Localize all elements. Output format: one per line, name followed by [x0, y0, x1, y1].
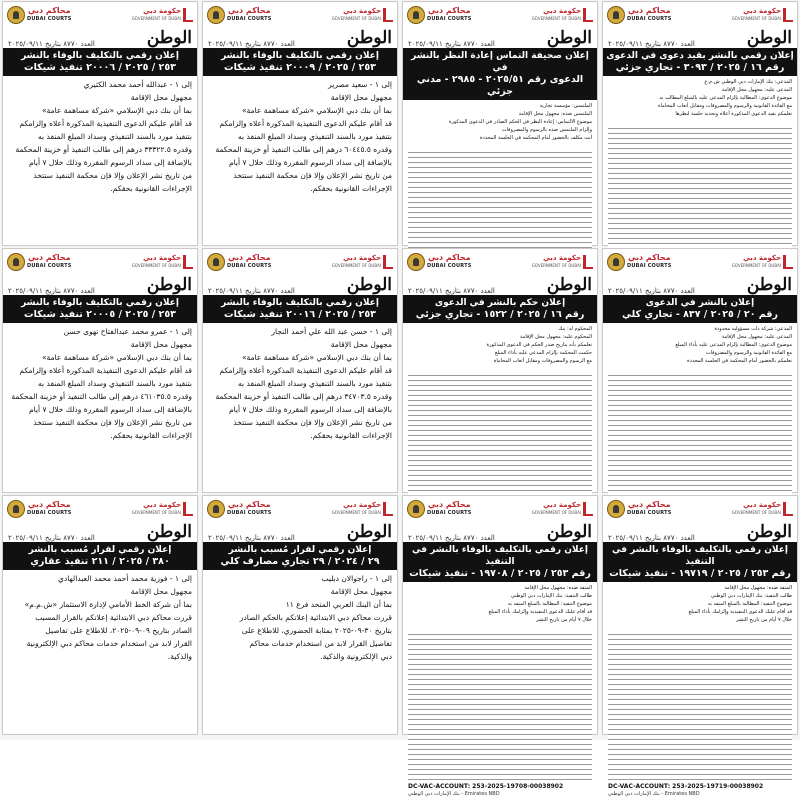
- newspaper-name: الوطن: [346, 522, 392, 542]
- notice-header: [403, 249, 597, 275]
- publication-line: [3, 522, 197, 542]
- notice-body: [603, 76, 797, 122]
- notice-card: [402, 495, 598, 797]
- notice-body: [603, 323, 797, 369]
- notice-line: بالإضافة إلى سداد الرسوم المقررة وذلك خلال ٧ أيام: [28, 405, 192, 414]
- gov-name-en: GOVERNMENT OF DUBAI: [731, 16, 781, 21]
- notice-line: بما أن بنك دبي الإسلامي «شركة مساهمة عامة»: [41, 353, 192, 362]
- notice-body: [3, 76, 197, 199]
- courts-emblem-icon: [407, 500, 425, 518]
- notice-line: موضوع الدعوى: المطالبة بإلزام المدعى عليه بالمبلغ المطالب به: [659, 95, 792, 101]
- government-logo: [332, 8, 393, 22]
- government-logo: [532, 8, 593, 22]
- case-number: رقم ٢٥٣ / ٢٠٢٥ / ١٩٧١٩ - تنفيذ شيكات: [609, 568, 791, 579]
- gov-mark-icon: [583, 8, 593, 22]
- notice-header: [603, 249, 797, 275]
- issue-info: العدد ٨٧٧٠ بتاريخ ٢٠٢٥/٠٩/١١: [8, 534, 95, 542]
- court-name-ar: محاكم دبي: [427, 500, 471, 509]
- notice-line: الإجراءات القانونية بحقكم.: [310, 184, 392, 193]
- notice-line: بما أن شركة الخط الأمامي لإدارة الاستثمار «ش.م.م»: [24, 600, 192, 609]
- case-number: ٢٥٣ / ٢٠٢٥ / ٢٠٠١٦ تنفيذ شيكات: [224, 309, 376, 320]
- gov-name-ar: حكومة دبي: [743, 501, 781, 509]
- court-name-en: DUBAI COURTS: [627, 263, 672, 269]
- bank-name: بنك الإمارات دبي الوطني - Emirates NBD: [408, 791, 500, 797]
- notice-title: إعلان رقمي بالتكليف بالوفاء بالنشر: [221, 298, 379, 308]
- notice-body: [603, 582, 797, 628]
- government-logo: [332, 502, 393, 516]
- court-name-ar: محاكم دبي: [627, 253, 671, 262]
- notice-line: إلى ١ - فوزية محمد أحمد محمد العبدالهادي: [57, 574, 192, 583]
- notice-title-bar: [403, 295, 597, 323]
- notice-line: أنت مكلف بالحضور أمام المحكمة في الجلسة المحددة: [479, 135, 592, 141]
- notice-line: إلى ١ - سعيد مصرير: [328, 80, 392, 89]
- issue-info: العدد ٨٧٧٠ بتاريخ ٢٠٢٥/٠٩/١١: [208, 287, 295, 295]
- newspaper-name: الوطن: [746, 275, 792, 295]
- dubai-courts-logo: [407, 500, 472, 518]
- gov-name-en: GOVERNMENT OF DUBAI: [131, 510, 181, 515]
- notice-title: إعلان رقمي لقرار مُسبب بالنشر: [228, 545, 372, 555]
- notice-line: وقدره ٣٤٧٠٣.٥ درهم إلى طالب التنفيذ أو خزينة المحكمة: [215, 392, 392, 401]
- issue-info: العدد ٨٧٧٠ بتاريخ ٢٠٢٥/٠٩/١١: [608, 287, 695, 295]
- notice-line: مجهول محل الإقامة: [330, 340, 392, 349]
- court-name-ar: محاكم دبي: [27, 253, 71, 262]
- notice-title-bar: [203, 48, 397, 76]
- dubai-courts-logo: [207, 6, 272, 24]
- notice-header: [203, 249, 397, 275]
- notice-line: مجهول محل الإقامة: [330, 587, 392, 596]
- dubai-courts-logo: [207, 500, 272, 518]
- gov-name-en: GOVERNMENT OF DUBAI: [531, 510, 581, 515]
- notice-line: بتاريخ ٣٠-٠٩-٢٠٢٥ بمثابة الحضوري، للاطلاع على: [241, 626, 392, 635]
- notice-line: من تاريخ نشر الإعلان وإلا فإن محكمة التنفيذ ستتخذ: [33, 418, 192, 427]
- notice-line: الملتمس ضده: مجهول محل الإقامة: [518, 111, 592, 117]
- bank-name: بنك الإمارات دبي الوطني - Emirates NBD: [608, 791, 700, 797]
- notice-title: إعلان صحيفة التماس إعادة النظر بالنشر في: [411, 51, 589, 73]
- notice-line: قد أقام عليك الدعوى التنفيذية وإلزامك بأداء المبلغ: [688, 609, 792, 615]
- gov-name-ar: حكومة دبي: [743, 7, 781, 15]
- notice-line: بما أن البنك العربي المتحد فرع ١١: [285, 600, 392, 609]
- notice-title: إعلان رقمي بالتكليف بالوفاء بالنشر: [221, 51, 379, 61]
- notice-line: موضوع التنفيذ: المطالبة بالمبلغ المنفذ به: [707, 601, 792, 607]
- gov-name-ar: حكومة دبي: [743, 254, 781, 262]
- case-number: ٢٥٣ / ٢٠٢٥ / ٢٠٠٠٩ تنفيذ شيكات: [224, 62, 376, 73]
- case-number: رقم ١٦ / ٢٠٢٥ / ١٥٢٢ - تجاري جزئي: [415, 309, 585, 320]
- newspaper-name: الوطن: [746, 522, 792, 542]
- gov-name-ar: حكومة دبي: [343, 501, 381, 509]
- notice-header: [3, 496, 197, 522]
- gov-mark-icon: [183, 502, 193, 516]
- notice-line: بتنفيذ مورد بالسند التنفيذي وسداد المبلغ المنفذ به: [238, 132, 392, 141]
- newspaper-name: الوطن: [146, 522, 192, 542]
- notice-title-bar: [203, 295, 397, 323]
- notice-title: إعلان رقمي بالنشر بقيد دعوى في الدعوى: [606, 51, 794, 61]
- court-name-en: DUBAI COURTS: [27, 510, 72, 516]
- gov-mark-icon: [783, 8, 793, 22]
- court-name-en: DUBAI COURTS: [227, 510, 272, 516]
- notice-line: نعلمكم بأنه بتاريخ صدر الحكم في الدعوى المذكورة: [486, 342, 592, 348]
- notice-line: إلى ١ - عبدالله أحمد محمد الكثيري: [83, 80, 192, 89]
- notice-line: بما أن بنك دبي الإسلامي «شركة مساهمة عامة»: [241, 353, 392, 362]
- gov-name-en: GOVERNMENT OF DUBAI: [331, 16, 381, 21]
- dubai-courts-logo: [407, 253, 472, 271]
- notice-body: [403, 323, 597, 369]
- account-number: DC-VAC-ACCOUNT: 253-2025-19719-00038902: [608, 783, 764, 790]
- court-name-en: DUBAI COURTS: [427, 263, 472, 269]
- notice-line: وقدره ٤٦١٠٣٥.٥ درهم إلى طالب التنفيذ أو خزينة المحكمة: [11, 392, 192, 401]
- notice-line: قد أقام عليكم الدعوى التنفيذية المذكورة أعلاه وإلزامكم: [219, 366, 392, 375]
- notice-line: بتنفيذ مورد بالسند التنفيذي وسداد المبلغ المنفذ به: [38, 132, 192, 141]
- publication-line: [603, 28, 797, 48]
- notice-card: [2, 248, 198, 493]
- publication-line: [403, 522, 597, 542]
- publication-line: [403, 275, 597, 295]
- notice-line: وإلزام الملتمس ضده بالرسوم والمصروفات: [501, 127, 592, 133]
- newspaper-name: الوطن: [546, 522, 592, 542]
- notice-body: [203, 323, 397, 446]
- notice-line: تفاصيل القرار لابد من استخدام خدمات محاكم: [249, 639, 392, 648]
- gov-name-en: GOVERNMENT OF DUBAI: [731, 263, 781, 268]
- notice-title: إعلان رقمي بالتكليف بالوفاء بالنشر في التنفيذ: [412, 545, 588, 567]
- newspaper-name: الوطن: [146, 275, 192, 295]
- issue-info: العدد ٨٧٧٠ بتاريخ ٢٠٢٥/٠٩/١١: [8, 287, 95, 295]
- gov-mark-icon: [583, 255, 593, 269]
- government-logo: [732, 502, 793, 516]
- gov-mark-icon: [383, 8, 393, 22]
- court-name-en: DUBAI COURTS: [627, 510, 672, 516]
- notice-line: موضوع الدعوى: المطالبة بإلزام المدعى عليه بأداء المبلغ: [675, 342, 792, 348]
- dubai-courts-logo: [607, 253, 672, 271]
- newspaper-name: الوطن: [346, 275, 392, 295]
- notice-line: قررت محاكم دبي الابتدائية إعلانكم بالقرار المسبب: [35, 613, 192, 622]
- publication-line: [603, 275, 797, 295]
- notice-line: المحكوم له: بنك: [558, 326, 592, 332]
- case-number: الدعوى رقم ٢٠٢٥/٥١ - ٢٩٨٥ - مدني جزئي: [416, 74, 584, 97]
- gov-name-en: GOVERNMENT OF DUBAI: [731, 510, 781, 515]
- notice-line: خلال ٧ أيام من تاريخ النشر: [736, 617, 792, 623]
- newspaper-name: الوطن: [546, 275, 592, 295]
- notice-line: الملتمس: مؤسسة تجارية: [539, 103, 592, 109]
- notice-line: وقدره ٣٣٣٢٢.٥ درهم إلى طالب التنفيذ أو خزينة المحكمة: [15, 145, 192, 154]
- court-name-ar: محاكم دبي: [227, 6, 271, 15]
- gov-mark-icon: [383, 255, 393, 269]
- issue-info: العدد ٨٧٧٠ بتاريخ ٢٠٢٥/٠٩/١١: [208, 40, 295, 48]
- notice-line: المدعي: بنك الإمارات دبي الوطني ش.م.ع: [704, 79, 792, 85]
- notice-line: قد أقام عليكم الدعوى التنفيذية المذكورة أعلاه وإلزامكم: [219, 119, 392, 128]
- government-logo: [732, 8, 793, 22]
- gov-mark-icon: [783, 502, 793, 516]
- notice-line: قررت محاكم دبي الابتدائية إعلانكم بالحكم الصادر: [239, 613, 392, 622]
- fine-print-block: [608, 630, 792, 780]
- notice-title-bar: [603, 48, 797, 76]
- notice-line: موضوع الالتماس: إعادة النظر في الحكم الصادر في الدعوى المذكورة: [448, 119, 592, 125]
- notice-body: [203, 76, 397, 199]
- courts-emblem-icon: [407, 253, 425, 271]
- notice-line: بما أن بنك دبي الإسلامي «شركة مساهمة عامة»: [241, 106, 392, 115]
- notice-line: خلال ٧ أيام من تاريخ النشر: [536, 617, 592, 623]
- notice-header: [403, 2, 597, 28]
- courts-emblem-icon: [607, 253, 625, 271]
- government-logo: [332, 255, 393, 269]
- notice-body: [203, 570, 397, 667]
- notice-line: المنفذ ضده: مجهول محل الإقامة: [524, 585, 592, 591]
- gov-name-ar: حكومة دبي: [143, 254, 181, 262]
- publication-line: [3, 275, 197, 295]
- notice-header: [203, 2, 397, 28]
- notice-line: قد أقام عليكم الدعوى التنفيذية المذكورة أعلاه وإلزامكم: [19, 119, 192, 128]
- notice-line: مجهول محل الإقامة: [130, 93, 192, 102]
- notice-body: [3, 570, 197, 667]
- notice-line: طالب التنفيذ: بنك الإمارات دبي الوطني: [510, 593, 592, 599]
- dubai-courts-logo: [207, 253, 272, 271]
- case-number: ٢٩ / ٢٠٢٤ / ٢٩ تجاري مصارف كلي: [220, 556, 380, 567]
- issue-info: العدد ٨٧٧٠ بتاريخ ٢٠٢٥/٠٩/١١: [608, 534, 695, 542]
- account-number: DC-VAC-ACCOUNT: 253-2025-19708-00038902: [408, 783, 564, 790]
- government-logo: [732, 255, 793, 269]
- publication-line: [203, 275, 397, 295]
- gov-name-en: GOVERNMENT OF DUBAI: [131, 16, 181, 21]
- case-number: رقم ٢٠ / ٢٠٢٥ / ٨٣٧ - تجاري كلي: [622, 309, 778, 320]
- notice-title-bar: [603, 295, 797, 323]
- notice-line: مع الفائدة القانونية والرسوم والمصروفات ومقابل أتعاب المحاماة: [657, 103, 792, 109]
- gov-name-en: GOVERNMENT OF DUBAI: [531, 263, 581, 268]
- notice-title: إعلان رقمي لقرار مُسبب بالنشر: [28, 545, 172, 555]
- notice-card: [2, 1, 198, 246]
- notice-title: إعلان رقمي بالتكليف بالوفاء بالنشر: [21, 51, 179, 61]
- notice-title-bar: [403, 48, 597, 100]
- notice-title: إعلان حكم بالنشر في الدعوى: [434, 298, 566, 308]
- notice-line: المدعى عليه: مجهول محل الإقامة: [721, 87, 792, 93]
- newspaper-name: الوطن: [546, 28, 592, 48]
- gov-name-ar: حكومة دبي: [543, 254, 581, 262]
- fine-print-block: [408, 630, 592, 780]
- courts-emblem-icon: [407, 6, 425, 24]
- court-name-ar: محاكم دبي: [227, 253, 271, 262]
- notice-line: نعلمكم بالحضور أمام المحكمة في الجلسة المحددة: [686, 358, 792, 364]
- notice-header: [603, 2, 797, 28]
- notice-card: [602, 495, 798, 797]
- notice-title-bar: [403, 542, 597, 582]
- notice-line: الإجراءات القانونية بحقكم.: [110, 184, 192, 193]
- dubai-courts-logo: [607, 6, 672, 24]
- court-name-en: DUBAI COURTS: [227, 263, 272, 269]
- courts-emblem-icon: [607, 500, 625, 518]
- gov-name-ar: حكومة دبي: [343, 7, 381, 15]
- notice-body: [403, 582, 597, 628]
- notice-header: [3, 249, 197, 275]
- dubai-courts-logo: [407, 6, 472, 24]
- newspaper-name: الوطن: [146, 28, 192, 48]
- notice-card: [202, 1, 398, 246]
- notice-title-bar: [3, 48, 197, 76]
- court-name-ar: محاكم دبي: [27, 6, 71, 15]
- gov-name-en: GOVERNMENT OF DUBAI: [131, 263, 181, 268]
- gov-mark-icon: [783, 255, 793, 269]
- government-logo: [132, 502, 193, 516]
- notice-line: بالإضافة إلى سداد الرسوم المقررة وذلك خلال ٧ أيام: [228, 158, 392, 167]
- court-name-ar: محاكم دبي: [427, 6, 471, 15]
- gov-mark-icon: [183, 8, 193, 22]
- notice-line: بالإضافة إلى سداد الرسوم المقررة وذلك خلال ٧ أيام: [28, 158, 192, 167]
- notice-line: المدعى عليه: مجهول محل الإقامة: [721, 334, 792, 340]
- courts-emblem-icon: [7, 6, 25, 24]
- notice-line: مع الفائدة القانونية والرسوم والمصروفات: [705, 350, 792, 356]
- court-name-ar: محاكم دبي: [627, 6, 671, 15]
- gov-mark-icon: [383, 502, 393, 516]
- notice-line: إلى ١ - حسن عبد الله علي أحمد النجار: [271, 327, 392, 336]
- notice-card: [202, 495, 398, 735]
- notice-line: الإجراءات القانونية بحقكم.: [110, 431, 192, 440]
- notice-line: دبي الإلكترونية والذكية.: [320, 652, 392, 661]
- notice-body: [403, 100, 597, 146]
- government-logo: [132, 255, 193, 269]
- notice-line: مع الرسوم والمصروفات ومقابل أتعاب المحاماة: [493, 358, 592, 364]
- notice-line: إلى ١ - عمرو محمد عبدالفتاح تهوى حسن: [63, 327, 192, 336]
- court-name-en: DUBAI COURTS: [27, 16, 72, 22]
- notice-line: والذكية.: [167, 652, 192, 661]
- newspaper-name: الوطن: [346, 28, 392, 48]
- courts-emblem-icon: [207, 6, 225, 24]
- notice-line: الصادر بتاريخ ٠٩-٠٩-٢٠٢٥، للاطلاع على تفاصيل: [45, 626, 192, 635]
- notice-card: [402, 248, 598, 493]
- courts-emblem-icon: [7, 500, 25, 518]
- notice-line: من تاريخ نشر الإعلان وإلا فإن محكمة التنفيذ ستتخذ: [233, 418, 392, 427]
- notice-card: [402, 1, 598, 246]
- case-number: ٢٥٣ / ٢٠٢٥ / ٢٠٠٠٥ تنفيذ شيكات: [24, 309, 176, 320]
- case-number: رقم ١٦ / ٢٠٢٥ / ٣٠٩٣ - تجاري جزئي: [615, 62, 785, 73]
- publication-line: [403, 28, 597, 48]
- dubai-courts-logo: [7, 500, 72, 518]
- notice-line: المنفذ ضده: مجهول محل الإقامة: [724, 585, 792, 591]
- government-logo: [532, 255, 593, 269]
- notice-header: [403, 496, 597, 522]
- notice-line: مجهول محل الإقامة: [130, 587, 192, 596]
- notice-line: قد أقام عليك الدعوى التنفيذية وإلزامك بأداء المبلغ: [488, 609, 592, 615]
- issue-info: العدد ٨٧٧٠ بتاريخ ٢٠٢٥/٠٩/١١: [408, 287, 495, 295]
- gov-name-ar: حكومة دبي: [543, 7, 581, 15]
- notice-line: بتنفيذ مورد بالسند التنفيذي وسداد المبلغ المنفذ به: [238, 379, 392, 388]
- notice-header: [603, 496, 797, 522]
- notice-line: القرار لابد من استخدام خدمات محاكم دبي الإلكترونية: [26, 639, 192, 648]
- notice-line: حكمت المحكمة بإلزام المدعى عليه بأداء المبلغ: [494, 350, 592, 356]
- notice-header: [203, 496, 397, 522]
- notice-title: إعلان رقمي بالتكليف بالوفاء بالنشر في التنفيذ: [612, 545, 788, 567]
- government-logo: [132, 8, 193, 22]
- notice-title: إعلان بالنشر في الدعوى: [645, 298, 755, 308]
- notice-header: [3, 2, 197, 28]
- publication-line: [603, 522, 797, 542]
- court-name-ar: محاكم دبي: [227, 500, 271, 509]
- notice-line: قد أقام عليكم الدعوى التنفيذية المذكورة أعلاه وإلزامكم: [19, 366, 192, 375]
- courts-emblem-icon: [607, 6, 625, 24]
- court-name-en: DUBAI COURTS: [427, 16, 472, 22]
- issue-info: العدد ٨٧٧٠ بتاريخ ٢٠٢٥/٠٩/١١: [8, 40, 95, 48]
- newspaper-name: الوطن: [746, 28, 792, 48]
- publication-line: [203, 28, 397, 48]
- gov-name-ar: حكومة دبي: [143, 7, 181, 15]
- notice-line: الإجراءات القانونية بحقكم.: [310, 431, 392, 440]
- court-name-en: DUBAI COURTS: [227, 16, 272, 22]
- court-name-ar: محاكم دبي: [27, 500, 71, 509]
- notice-line: بتنفيذ مورد بالسند التنفيذي وسداد المبلغ المنفذ به: [38, 379, 192, 388]
- case-number: رقم ٢٥٣ / ٢٠٢٥ / ١٩٧٠٨ - تنفيذ شيكات: [409, 568, 591, 579]
- dubai-courts-logo: [607, 500, 672, 518]
- gov-name-en: GOVERNMENT OF DUBAI: [331, 510, 381, 515]
- notice-line: من تاريخ نشر الإعلان وإلا فإن محكمة التنفيذ ستتخذ: [33, 171, 192, 180]
- court-name-en: DUBAI COURTS: [27, 263, 72, 269]
- court-name-en: DUBAI COURTS: [427, 510, 472, 516]
- notice-card: [602, 248, 798, 493]
- notice-title: إعلان رقمي بالتكليف بالوفاء بالنشر: [21, 298, 179, 308]
- notice-line: إلى ١ - راجوالان دبليب: [321, 574, 392, 583]
- courts-emblem-icon: [207, 500, 225, 518]
- notice-card: [602, 1, 798, 246]
- court-name-ar: محاكم دبي: [627, 500, 671, 509]
- notice-line: بالإضافة إلى سداد الرسوم المقررة وذلك خلال ٧ أيام: [228, 405, 392, 414]
- gov-name-ar: حكومة دبي: [143, 501, 181, 509]
- dubai-courts-logo: [7, 253, 72, 271]
- notice-line: موضوع التنفيذ: المطالبة بالمبلغ المنفذ به: [507, 601, 592, 607]
- notice-line: المحكوم عليه: مجهول محل الإقامة: [520, 334, 592, 340]
- notice-line: وقدره ٦٠٤٤٥.٥ درهم إلى طالب التنفيذ أو خزينة المحكمة: [215, 145, 392, 154]
- notice-line: من تاريخ نشر الإعلان وإلا فإن محكمة التنفيذ ستتخذ: [233, 171, 392, 180]
- publication-line: [3, 28, 197, 48]
- notice-line: مجهول محل الإقامة: [330, 93, 392, 102]
- publication-line: [203, 522, 397, 542]
- issue-info: العدد ٨٧٧٠ بتاريخ ٢٠٢٥/٠٩/١١: [208, 534, 295, 542]
- notice-body: [3, 323, 197, 446]
- gov-name-ar: حكومة دبي: [543, 501, 581, 509]
- gov-name-en: GOVERNMENT OF DUBAI: [531, 16, 581, 21]
- issue-info: العدد ٨٧٧٠ بتاريخ ٢٠٢٥/٠٩/١١: [408, 534, 495, 542]
- gov-mark-icon: [583, 502, 593, 516]
- issue-info: العدد ٨٧٧٠ بتاريخ ٢٠٢٥/٠٩/١١: [408, 40, 495, 48]
- notice-card: [202, 248, 398, 493]
- notice-line: مجهول محل الإقامة: [130, 340, 192, 349]
- court-name-ar: محاكم دبي: [427, 253, 471, 262]
- notice-title-bar: [603, 542, 797, 582]
- notice-line: طالب التنفيذ: بنك الإمارات دبي الوطني: [710, 593, 792, 599]
- notice-line: نعلمكم بقيد الدعوى المذكورة أعلاه وتحديد جلسة لنظرها: [675, 111, 792, 117]
- gov-mark-icon: [183, 255, 193, 269]
- courts-emblem-icon: [207, 253, 225, 271]
- courts-emblem-icon: [7, 253, 25, 271]
- gov-name-en: GOVERNMENT OF DUBAI: [331, 263, 381, 268]
- gov-name-ar: حكومة دبي: [343, 254, 381, 262]
- issue-info: العدد ٨٧٧٠ بتاريخ ٢٠٢٥/٠٩/١١: [608, 40, 695, 48]
- notice-line: بما أن بنك دبي الإسلامي «شركة مساهمة عامة»: [41, 106, 192, 115]
- government-logo: [532, 502, 593, 516]
- notice-card: [2, 495, 198, 735]
- court-name-en: DUBAI COURTS: [627, 16, 672, 22]
- notice-title-bar: [203, 542, 397, 570]
- case-number: ٣٨٠ / ٢٠٢٥ / ٢١١ تنفيذ عقاري: [30, 556, 170, 567]
- notice-title-bar: [3, 542, 197, 570]
- notice-title-bar: [3, 295, 197, 323]
- notice-line: المدعي: شركة ذات مسؤولية محدودة: [714, 326, 792, 332]
- case-number: ٢٥٣ / ٢٠٢٥ / ٢٠٠٠٦ تنفيذ شيكات: [24, 62, 176, 73]
- dubai-courts-logo: [7, 6, 72, 24]
